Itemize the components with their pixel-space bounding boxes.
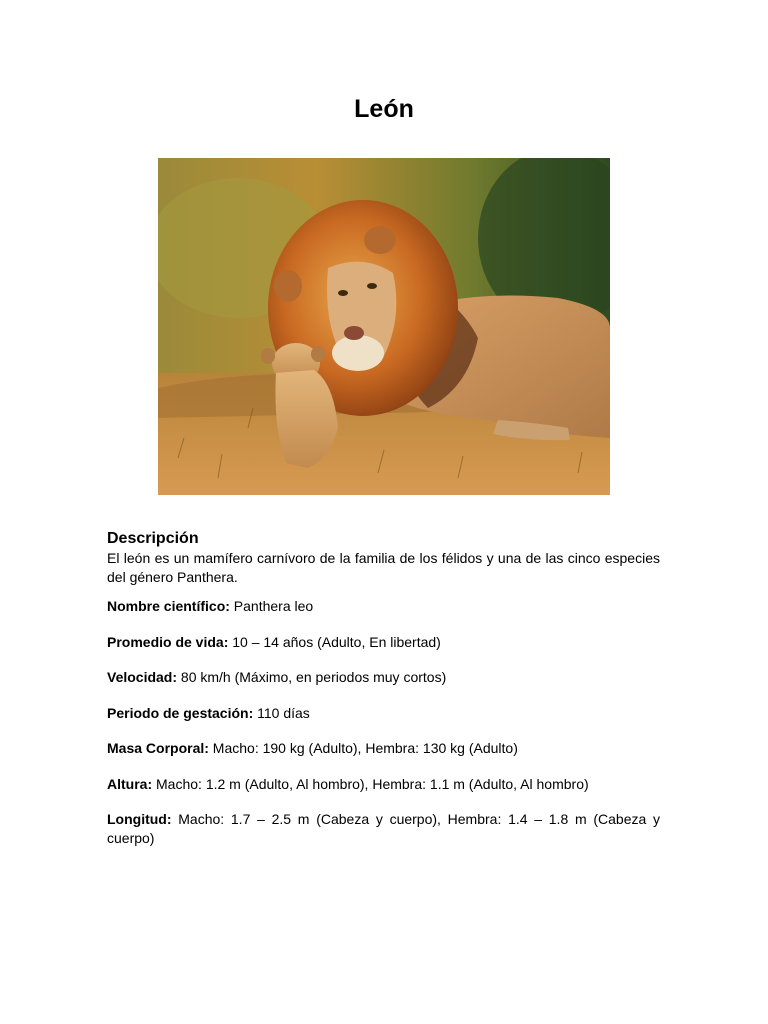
fact-label: Velocidad: xyxy=(107,669,178,685)
fact-scientific-name xyxy=(107,597,660,616)
fact-label: Periodo de gestación: xyxy=(107,704,254,721)
fact-label: Nombre científico: xyxy=(107,598,230,614)
description-text: El león es un mamífero carnívoro de la familia de los félidos y una de las cinco especies del género Panthera. xyxy=(107,550,660,585)
fact-value: Panthera leo xyxy=(229,598,314,614)
fact-lifespan xyxy=(107,633,660,652)
fact-label: Promedio de vida: xyxy=(107,633,229,650)
section-heading: Descripción xyxy=(107,530,199,547)
fact-body-mass xyxy=(107,739,660,758)
fact-value: Macho: 1.2 m (Adulto, Al hombro), Hembra: 1.1 m (Adulto, Al hombro) xyxy=(152,775,589,792)
fact-length xyxy=(107,810,660,848)
fact-value: Macho: 190 kg (Adulto), Hembra: 130 kg (Adulto) xyxy=(208,740,518,756)
lion-illustration xyxy=(158,158,610,495)
fact-value: 80 km/h (Máximo, en periodos muy cortos) xyxy=(177,669,447,685)
fact-value: 110 días xyxy=(253,704,310,721)
page-title: León xyxy=(354,95,414,123)
fact-label: Altura: xyxy=(107,775,153,792)
content-section xyxy=(107,529,660,865)
fact-value: Macho: 1.7 – 2.5 m (Cabeza y cuerpo), Hembra: 1.4 – 1.8 m (Cabeza y cuerpo) xyxy=(107,811,660,846)
fact-label: Longitud: xyxy=(107,811,172,827)
fact-label: Masa Corporal: xyxy=(107,740,209,756)
fact-speed xyxy=(107,668,660,687)
lion-photo xyxy=(158,158,610,495)
fact-gestation xyxy=(107,704,660,723)
fact-height xyxy=(107,775,660,794)
fact-value: 10 – 14 años (Adulto, En libertad) xyxy=(228,633,441,650)
